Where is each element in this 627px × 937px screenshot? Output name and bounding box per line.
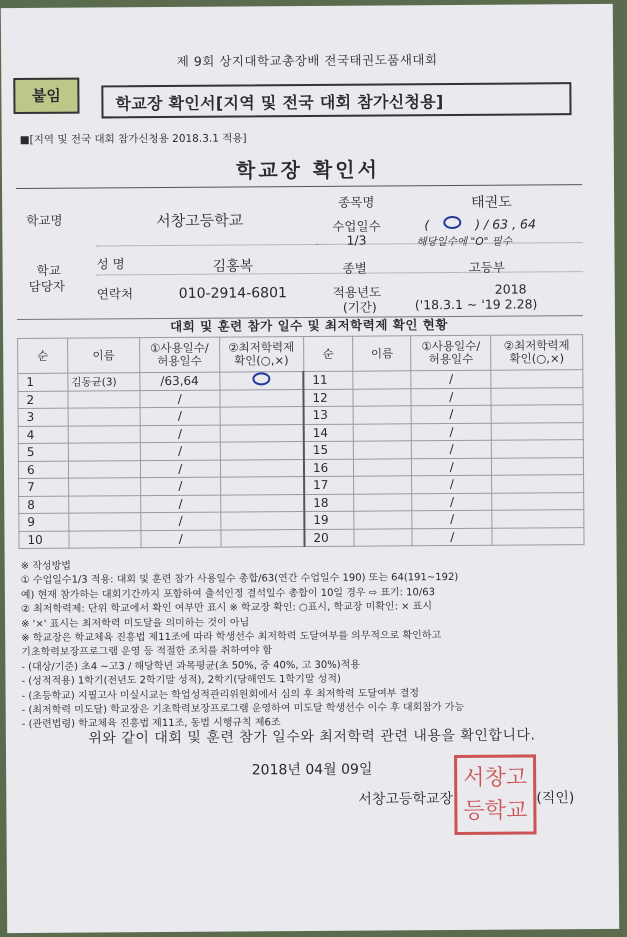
- table-section-title: 대회 및 훈련 참가 일수 및 최저학력제 확인 현황: [170, 317, 448, 334]
- issue-date: 2018년 04월 09일: [251, 761, 373, 779]
- year-label: 적용년도: [332, 284, 382, 300]
- col-check: ②최저학력제 확인(○,×): [491, 335, 583, 371]
- instruction-line: 기초학력보장프로그램 운영 등 적절한 조치를 취하여야 함: [21, 645, 273, 659]
- year-sub: (기간): [342, 299, 377, 315]
- document-heading: 학교장 확인서[지역 및 전국 대회 참가신청용]: [101, 82, 571, 118]
- instruction-line: ① 수업일수1/3 적용: 대회 및 훈련 참가 사용일수 총합/63(연간 수업일수 190) 또는 64(191~192): [20, 572, 459, 587]
- days-sub: 1/3: [346, 232, 367, 248]
- participation-table: [17, 334, 584, 549]
- table-row: 10 / 20 /: [19, 527, 584, 548]
- table-row: 3 / 13 /: [18, 405, 583, 426]
- main-title: 학교장 확인서: [235, 157, 380, 183]
- class-label: 종별: [342, 260, 367, 276]
- official-seal-stamp: 서 창 고 등 학 교: [454, 754, 537, 835]
- event-value: 태권도: [471, 194, 512, 211]
- table-row: 2 / 12 /: [18, 387, 583, 408]
- confirmed-circle-mark: [252, 373, 270, 386]
- table-row: 1 김동균(3) /63,64 11 /: [18, 370, 583, 391]
- table-row: 7 / 17 /: [19, 475, 584, 496]
- contact-label: 연락처: [96, 286, 134, 302]
- year-value: 2018: [494, 281, 527, 297]
- info-section: [16, 184, 583, 320]
- principal-signature: 서창고등학교장: [358, 791, 454, 808]
- year-period: ('18.3.1 ~ '19 2.28): [414, 296, 538, 313]
- col-days: ①사용일수/ 허용일수: [411, 335, 491, 371]
- days-hint: 해당일수에 "O" 필수: [416, 235, 513, 249]
- school-label: 학교명: [26, 212, 63, 228]
- instruction-line: - (관련법령) 학교체육 진흥법 제11조, 동법 시행규칙 제6조: [21, 717, 281, 731]
- days-open: (: [424, 217, 430, 233]
- col-name: 이름: [353, 336, 411, 371]
- event-title: 제 9회 상지대학교총장배 전국태권도품새대회: [176, 52, 438, 69]
- instruction-line: ※ '×' 표시는 최저학력 미도달을 의미하는 것이 아님: [21, 617, 250, 630]
- contact-value: 010-2914-6801: [178, 285, 287, 302]
- confirmation-statement: 위와 같이 대회 및 훈련 참가 일수와 최저학력 관련 내용을 확인합니다.: [88, 727, 536, 747]
- selected-circle-mark: [443, 216, 461, 229]
- instruction-line: - (초등학교) 지필고사 미실시교는 학업성적관리위원회에서 심의 후 최저학력 도달여부 결정: [21, 687, 420, 702]
- table-row: 6 / 16 /: [18, 457, 583, 478]
- name-value: 김홍복: [212, 258, 254, 275]
- table-header-row: [18, 335, 583, 374]
- table-row: 8 / 18 /: [19, 492, 584, 513]
- table-row: 4 / 14 /: [18, 422, 583, 443]
- instruction-line: - (성적적용) 1학기(전년도 2학기말 성적), 2학기(당해연도 1학기말 성적): [21, 674, 341, 688]
- days-label: 수업일수: [332, 218, 381, 234]
- document-page: [1, 4, 619, 933]
- divider: [97, 271, 583, 275]
- instruction-line: ※ 작성방법: [20, 560, 71, 573]
- instruction-line: - (최저학력 미도달) 학교장은 기초학력보장프로그램 운영하여 미도달 학생선수 이수 후 대회참가 가능: [21, 701, 465, 717]
- days-close: ) / 63 , 64: [475, 216, 536, 232]
- instruction-line: 예) 현재 참가하는 대회기간까지 포함하여 출석인정 결석일수 총합이 10일 경우 ⇨ 표기: 10/63: [20, 586, 436, 601]
- instruction-line: - (대상/기준) 초4 ~고3 / 해당학년 과목평균(초 50%, 중 40%, 고 30%)적용: [21, 659, 361, 673]
- attachment-tag: 붙임: [13, 78, 79, 114]
- divider: [96, 244, 326, 247]
- col-no: 순: [18, 338, 68, 373]
- col-name: 이름: [68, 338, 140, 374]
- manager-label-1: 학교: [36, 262, 61, 278]
- instructions: [21, 557, 465, 733]
- col-no: 순: [303, 336, 353, 371]
- col-days: ①사용일수/ 허용일수: [139, 337, 219, 373]
- class-value: 고등부: [468, 259, 505, 275]
- event-label: 종목명: [338, 194, 375, 210]
- instruction-line: ※ 학교장은 학교체육 진흥법 제11조에 따라 학생선수 최저학력 도달여부를 의무적으로 확인하고: [21, 630, 442, 645]
- table-row: 5 / 15 /: [18, 440, 583, 461]
- table-row: 9 / 19 /: [19, 510, 584, 531]
- usage-note: ■[지역 및 전국 대회 참가신청용 2018.3.1 적용]: [19, 132, 247, 147]
- name-label: 성 명: [96, 256, 125, 272]
- instruction-line: ② 최저학력제: 단위 학교에서 확인 여부만 표시 ※ 학교장 확인: ○표시, 학교장 미확인: × 표시: [20, 601, 433, 616]
- manager-label-2: 담당자: [28, 278, 66, 294]
- school-value: 서창고등학교: [156, 211, 244, 231]
- seal-position-label: (직인): [536, 790, 575, 807]
- days-value: [424, 215, 536, 232]
- col-check: ②최저학력제 확인(○,×): [219, 337, 303, 373]
